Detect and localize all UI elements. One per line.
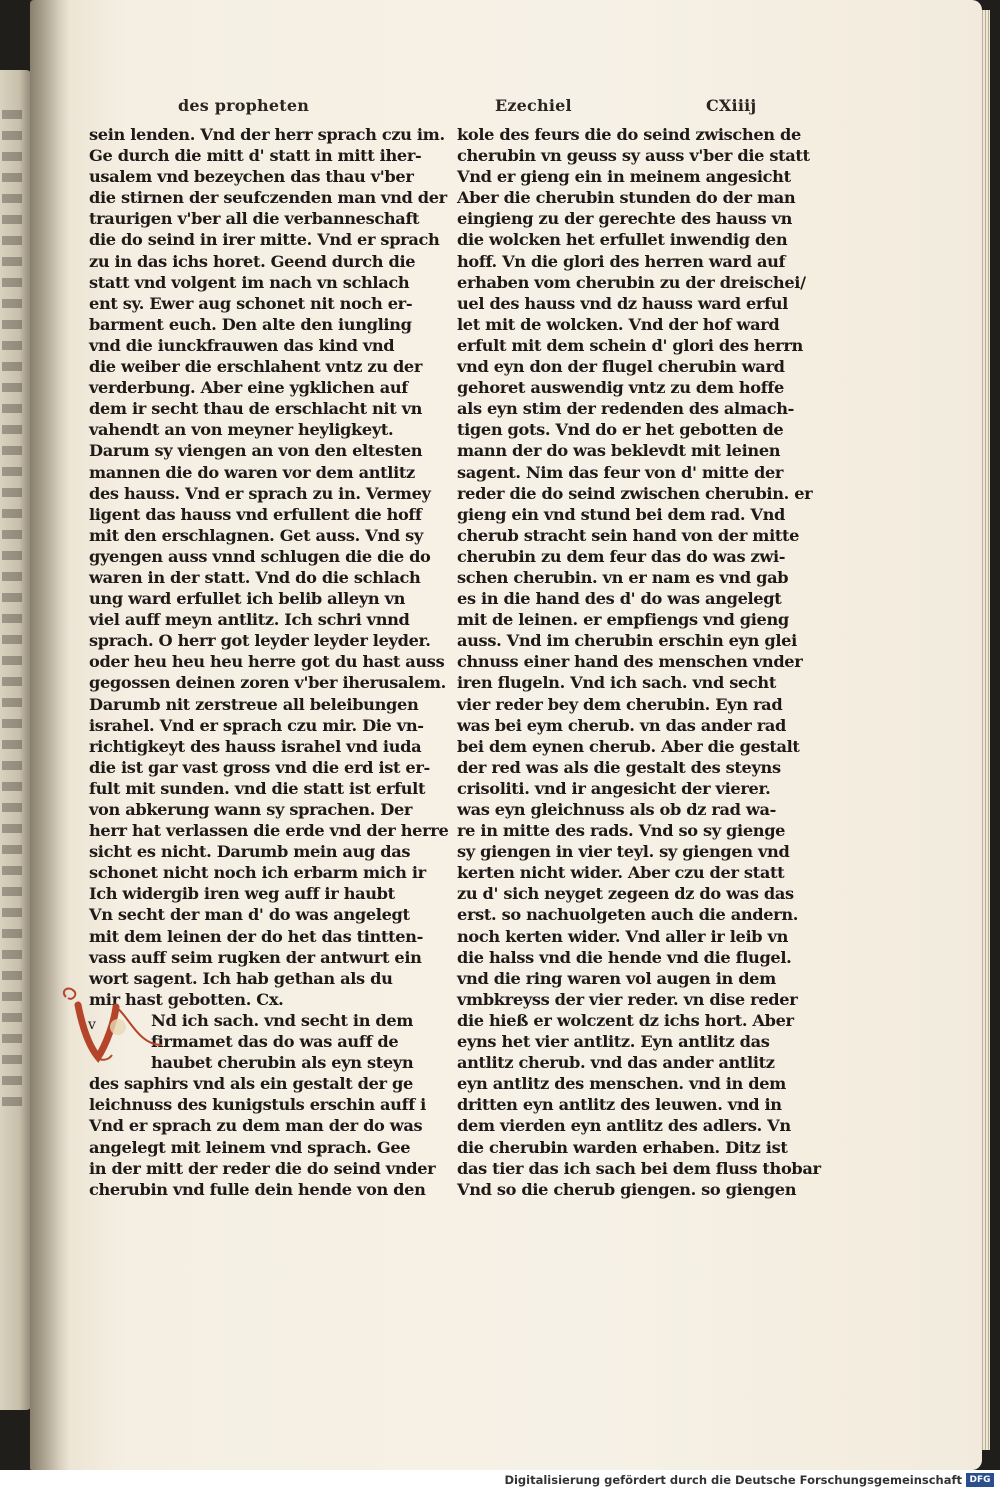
text-line: waren in der statt. Vnd do die schlach — [89, 567, 421, 587]
text-line: die halss vnd die hende vnd die flugel. — [457, 947, 792, 967]
text-line: leichnuss des kunigstuls erschin auff i — [89, 1095, 426, 1115]
text-line: let mit de wolcken. Vnd der hof ward — [457, 314, 780, 334]
text-line: eingieng zu der gerechte des hauss vn — [457, 209, 793, 229]
text-line: auss. Vnd im cherubin erschin eyn glei — [457, 631, 797, 651]
text-line: mit den erschlagnen. Get auss. Vnd sy — [89, 525, 423, 545]
text-line: eyns het vier antlitz. Eyn antlitz das — [457, 1032, 770, 1052]
text-line: das tier das ich sach bei dem fluss thobar — [457, 1158, 821, 1178]
text-line: ung ward erfullet ich belib alleyn vn — [89, 589, 406, 609]
text-line: Darum sy viengen an von den eltesten — [89, 441, 423, 461]
text-line: herr hat verlassen die erde vnd der herre — [89, 821, 449, 841]
text-line: crisoliti. vnd ir angesicht der vierer. — [457, 778, 771, 798]
bleed-through-text — [2, 110, 22, 1110]
text-line: die do seind in irer mitte. Vnd er sprach — [89, 230, 440, 250]
text-line: in der mitt der reder die do seind vnder — [89, 1158, 436, 1178]
text-line: mir hast gebotten. Cx. — [89, 989, 284, 1009]
text-line: angelegt mit leinem vnd sprach. Gee — [89, 1137, 411, 1157]
text-line: Nd ich sach. vnd secht in dem — [151, 1010, 414, 1030]
text-line: was eyn gleichnuss als ob dz rad wa- — [457, 800, 777, 819]
gutter-shadow — [30, 0, 70, 1470]
text-line: der red was als die gestalt des steyns — [457, 757, 781, 777]
text-line: gegossen deinen zoren v'ber iherusalem. — [89, 673, 446, 693]
text-line: von abkerung wann sy sprachen. Der — [89, 800, 413, 819]
text-line: vnd die ring waren vol augen in dem — [457, 968, 776, 988]
text-line: sagent. Nim das feur von d' mitte der — [457, 462, 784, 482]
text-line: bei dem eynen cherub. Aber die gestalt — [457, 736, 800, 756]
text-line: es in die hand des d' do was angelegt — [457, 589, 782, 609]
text-line: wort sagent. Ich hab gethan als du — [89, 968, 393, 988]
text-line: gehoret auswendig vntz zu dem hoffe — [457, 378, 784, 398]
text-line: die weiber die erschlahent vntz zu der — [89, 357, 423, 377]
text-line: mannen die do waren vor dem antlitz — [89, 462, 415, 482]
text-line: mit dem leinen der do het das tintten- — [89, 926, 423, 946]
text-line: ligent das hauss vnd erfullent die hoff — [89, 504, 422, 524]
text-line: vier reder bey dem cherubin. Eyn rad — [457, 694, 783, 714]
text-line: sprach. O herr got leyder leyder leyder. — [89, 631, 431, 651]
text-line: kole des feurs die do seind zwischen de — [457, 125, 801, 144]
text-line: re in mitte des rads. Vnd so sy gienge — [457, 821, 786, 841]
text-line: firmamet das do was auff de — [151, 1032, 399, 1052]
text-line: die cherubin warden erhaben. Ditz ist — [457, 1137, 788, 1157]
text-line: Vn secht der man d' do was angelegt — [89, 905, 410, 925]
text-line: israhel. Vnd er sprach czu mir. Die vn- — [89, 715, 424, 735]
text-line: dritten eyn antlitz des leuwen. vnd in — [457, 1095, 782, 1115]
text-line: cherub stracht sein hand von der mitte — [457, 525, 800, 545]
header-center: Ezechiel — [495, 96, 572, 115]
text-line: vahendt an von meyner heyligkeyt. — [89, 420, 394, 440]
text-line: Darumb nit zerstreue all beleibungen — [89, 694, 419, 714]
text-line: haubet cherubin als eyn steyn — [151, 1053, 414, 1073]
right-text-column — [457, 124, 821, 1200]
text-line: hoff. Vn die glori des herren ward auf — [457, 251, 786, 271]
text-line: mit de leinen. er empfiengs vnd gieng — [457, 610, 789, 630]
text-line: Ich widergib iren weg auff ir haubt — [89, 884, 395, 904]
text-line: Vnd er gieng ein in meinem angesicht — [457, 167, 791, 187]
text-line: vnd die iunckfrauwen das kind vnd — [89, 335, 395, 355]
text-line: vass auff seim rugken der antwurt ein — [89, 947, 422, 967]
text-line: als eyn stim der redenden des almach- — [457, 399, 795, 419]
text-line: chnuss einer hand des menschen vnder — [457, 652, 803, 672]
text-line: reder die do seind zwischen cherubin. er — [457, 483, 813, 503]
text-line: richtigkeyt des hauss israhel vnd iuda — [89, 736, 422, 756]
previous-page-edge — [0, 70, 32, 1410]
text-line: sy giengen in vier teyl. sy giengen vnd — [457, 842, 790, 862]
text-line: ent sy. Ewer aug schonet nit noch er- — [89, 293, 413, 313]
text-line: mann der do was beklevdt mit leinen — [457, 441, 781, 461]
text-line: was bei eym cherub. vn das ander rad — [457, 715, 786, 735]
text-line: iren flugeln. Vnd ich sach. vnd secht — [457, 673, 776, 693]
text-line: statt vnd volgent im nach vn schlach — [89, 272, 410, 292]
text-line: oder heu heu heu herre got du hast auss — [89, 652, 445, 672]
text-line: die hieß er wolczent dz ichs hort. Aber — [457, 1010, 794, 1030]
text-line: sein lenden. Vnd der herr sprach czu im. — [89, 125, 445, 144]
text-line: cherubin vn geuss sy auss v'ber die statt — [457, 146, 810, 166]
text-line: des saphirs vnd als ein gestalt der ge — [89, 1074, 413, 1094]
text-line: tigen gots. Vnd do er het gebotten de — [457, 420, 784, 440]
text-line: Vnd er sprach zu dem man der do was — [89, 1116, 423, 1136]
text-line: vnd eyn don der flugel cherubin ward — [457, 357, 785, 377]
text-line: verderbung. Aber eine ygklichen auf — [89, 378, 408, 398]
svg-text:v: v — [88, 1017, 96, 1033]
text-line: antlitz cherub. vnd das ander antlitz — [457, 1053, 775, 1073]
text-line: gyengen auss vnnd schlugen die die do — [89, 546, 431, 566]
text-line: Vnd so die cherub giengen. so giengen — [457, 1179, 797, 1199]
text-line: erst. so nachuolgeten auch die andern. — [457, 905, 799, 925]
text-line: vmbkreyss der vier reder. vn dise reder — [457, 989, 798, 1009]
text-line: cherubin vnd fulle dein hende von den — [89, 1179, 426, 1199]
text-line: gieng ein vnd stund bei dem rad. Vnd — [457, 504, 785, 524]
text-line: erhaben vom cherubin zu der dreischei/ — [457, 272, 806, 292]
text-line: fult mit sunden. vnd die statt ist erfult — [89, 778, 426, 798]
dfg-logo-icon: DFG — [966, 1473, 994, 1487]
text-line: zu d' sich neyget zegeen dz do was das — [457, 884, 794, 904]
text-line: noch kerten wider. Vnd aller ir leib vn — [457, 926, 788, 946]
funding-notice: Digitalisierung gefördert durch die Deutsche Forschungsgemeinschaft — [504, 1473, 962, 1487]
text-line: schonet nicht noch ich erbarm mich ir — [89, 863, 426, 883]
text-line: eyn antlitz des menschen. vnd in dem — [457, 1074, 786, 1094]
digitization-footer — [0, 1470, 1000, 1491]
rubricated-initial-v — [58, 985, 168, 1065]
text-line: viel auff meyn antlitz. Ich schri vnnd — [89, 610, 410, 630]
text-line: usalem vnd bezeychen das thau v'ber — [89, 167, 414, 187]
text-line: dem ir secht thau de erschlacht nit vn — [89, 399, 423, 419]
header-left: des propheten — [178, 96, 310, 115]
text-line: die stirnen der seufczenden man vnd der — [89, 188, 447, 208]
text-line: Aber die cherubin stunden do der man — [457, 188, 796, 208]
text-line: des hauss. Vnd er sprach zu in. Vermey — [89, 483, 431, 503]
text-line: Ge durch die mitt d' statt in mitt iher- — [89, 146, 422, 166]
text-line: sicht es nicht. Darumb mein aug das — [89, 842, 411, 862]
running-header — [0, 96, 1000, 122]
text-line: kerten nicht wider. Aber czu der statt — [457, 863, 785, 883]
text-line: dem vierden eyn antlitz des adlers. Vn — [457, 1116, 791, 1136]
text-line: traurigen v'ber all die verbanneschaft — [89, 209, 420, 229]
text-line: erfult mit dem schein d' glori des herrn — [457, 335, 803, 355]
text-line: cherubin zu dem feur das do was zwi- — [457, 546, 786, 566]
text-line: die ist gar vast gross vnd die erd ist er- — [89, 757, 430, 777]
text-line: zu in das ichs horet. Geend durch die — [89, 251, 416, 271]
text-line: schen cherubin. vn er nam es vnd gab — [457, 567, 789, 587]
text-line: die wolcken het erfullet inwendig den — [457, 230, 788, 250]
text-line: uel des hauss vnd dz hauss ward erful — [457, 293, 788, 313]
folio-number: CXiiij — [706, 96, 757, 115]
text-line: barment euch. Den alte den iungling — [89, 314, 412, 334]
